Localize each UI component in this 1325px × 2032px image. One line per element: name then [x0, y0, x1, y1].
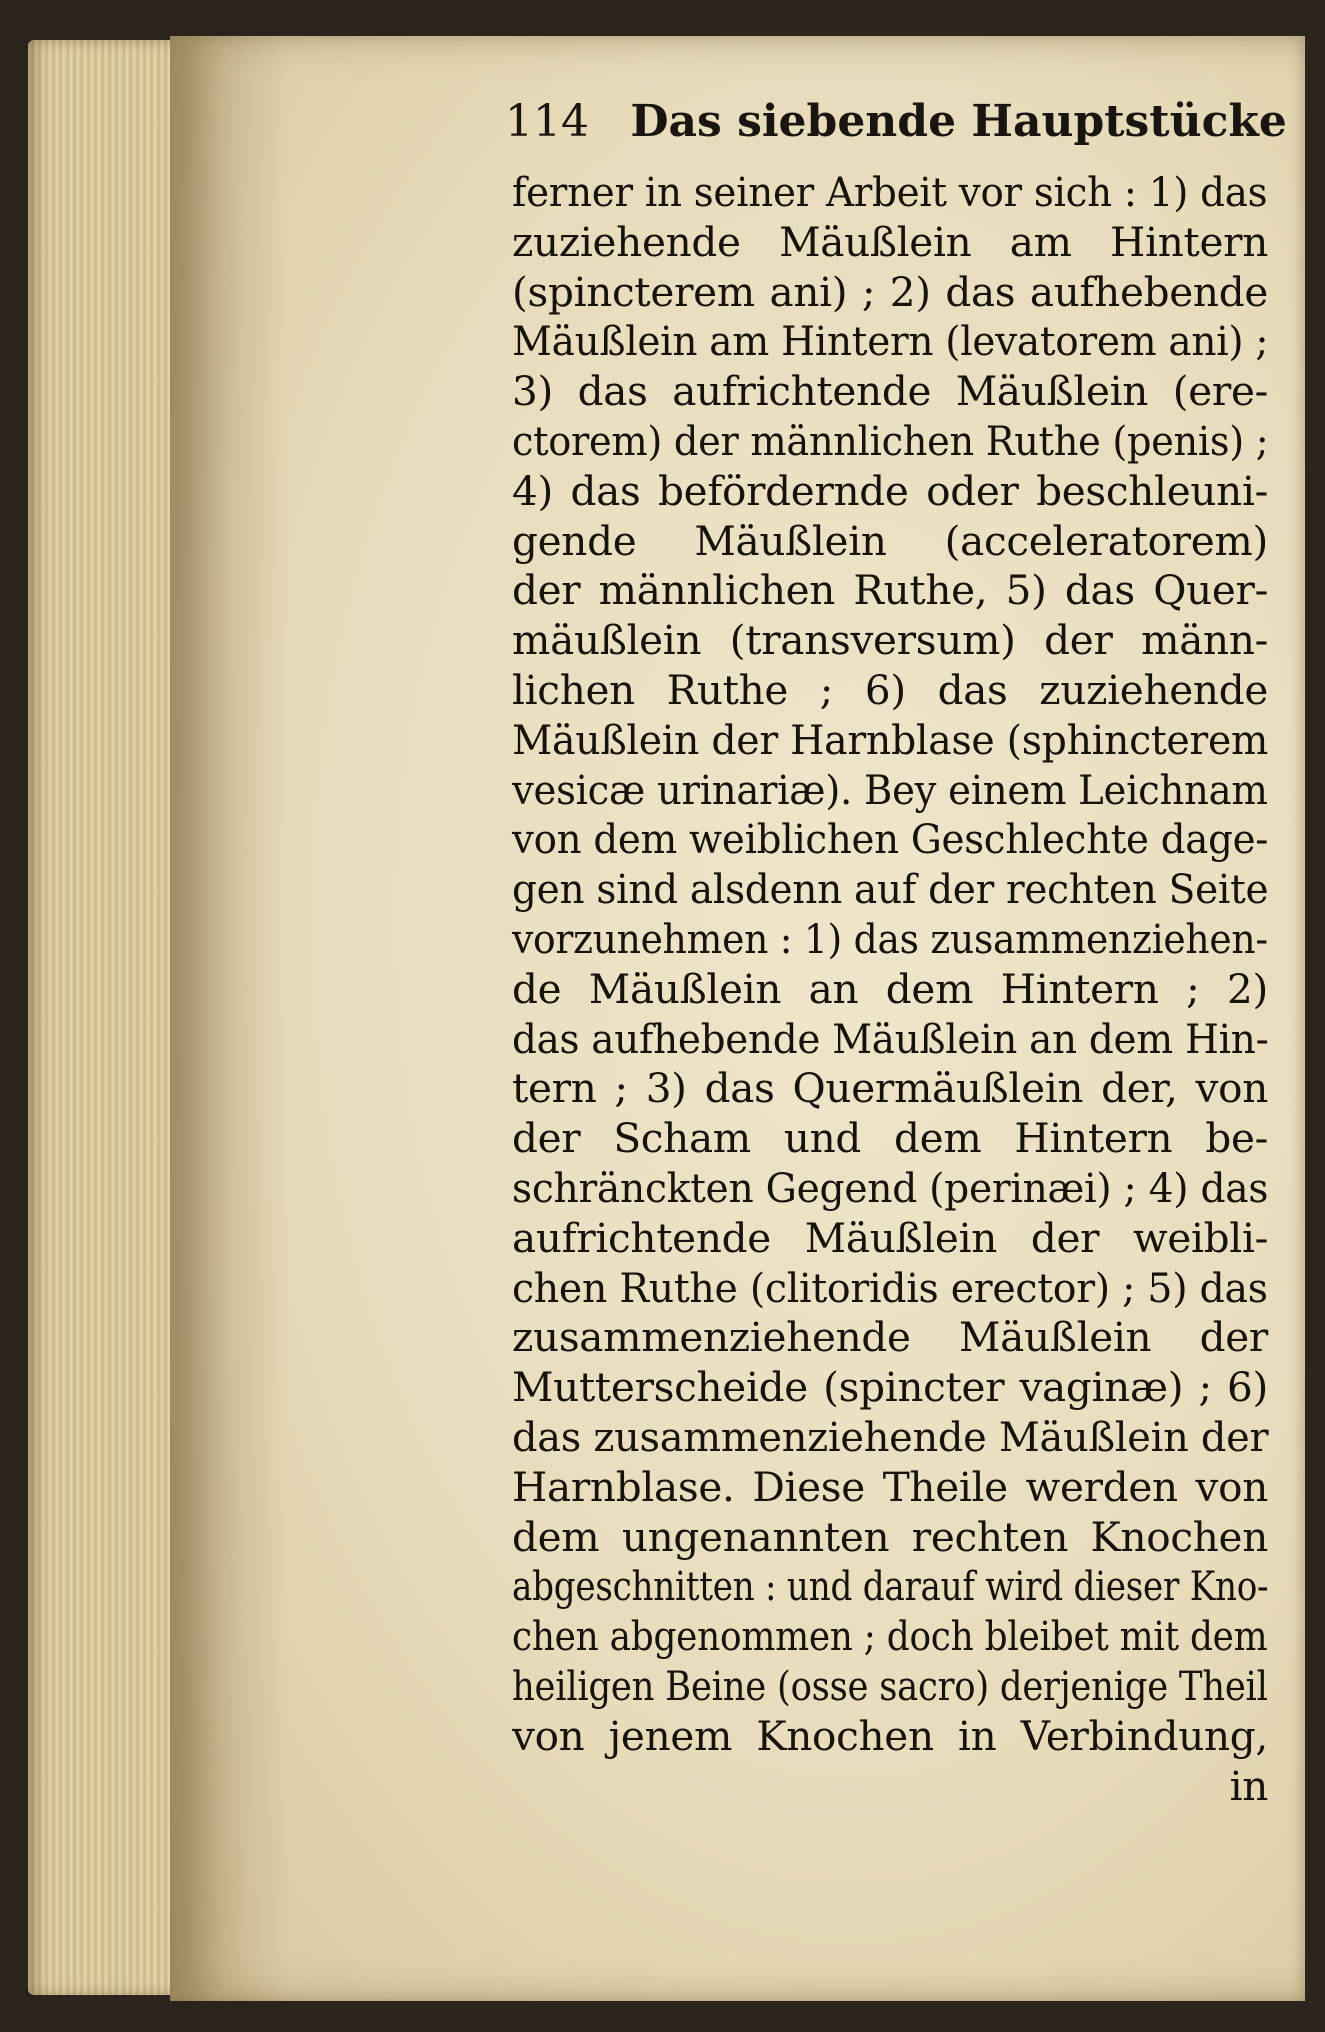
catchword: in: [1229, 1761, 1268, 1810]
text-line: vesicæ urinariæ). Bey einem Leichnam: [512, 765, 1268, 814]
text-line: das zusammenziehende Mäußlein der: [512, 1412, 1269, 1461]
text-line: von dem weiblichen Geschlechte dage-: [512, 815, 1269, 864]
text-line: gen sind alsdenn auf der rechten Seite: [512, 865, 1269, 914]
text-line: aufrichtende Mäußlein der weibli-: [512, 1213, 1268, 1262]
page-number: 114: [505, 96, 589, 147]
text-line: de Mäußlein an dem Hintern ; 2): [512, 964, 1268, 1013]
text-line: abgeschnitten : und darauf wird dieser Kno-: [512, 1562, 1269, 1611]
text-line: das aufhebende Mäußlein an dem Hin-: [512, 1014, 1269, 1063]
text-line: vorzunehmen : 1) das zusammenziehen-: [512, 914, 1268, 963]
text-line: 4) das befördernde oder beschleuni-: [512, 466, 1268, 515]
text-line: chen Ruthe (clitoridis erector) ; 5) das: [512, 1263, 1268, 1312]
text-line: gende Mäußlein (acceleratorem): [512, 516, 1268, 565]
text-line: heiligen Beine (osse sacro) derjenige Theil: [512, 1661, 1268, 1710]
text-line: Mäußlein der Harnblase (sphincterem: [512, 715, 1269, 764]
text-line: der männlichen Ruthe, 5) das Quer-: [512, 566, 1268, 615]
text-line: dem ungenannten rechten Knochen: [512, 1512, 1268, 1561]
text-line: Mäußlein am Hintern (levatorem ani) ;: [512, 317, 1269, 366]
text-line: (spincterem ani) ; 2) das aufhebende: [512, 267, 1268, 316]
text-line: schränckten Gegend (perinæi) ; 4) das: [512, 1163, 1269, 1212]
text-line: Harnblase. Diese Theile werden von: [512, 1462, 1268, 1511]
gutter-shadow: [170, 36, 290, 2001]
text-line: Mutterscheide (spincter vaginæ) ; 6): [512, 1363, 1268, 1412]
text-line: ctorem) der männlichen Ruthe (penis) ;: [512, 416, 1269, 465]
text-line: ferner in seiner Arbeit vor sich : 1) das: [512, 168, 1268, 216]
body-text: [512, 168, 1268, 1811]
text-line: von jenem Knochen in Verbindung,: [512, 1711, 1268, 1760]
text-line: 3) das aufrichtende Mäußlein (ere-: [512, 367, 1268, 416]
page-edges: [28, 40, 178, 1995]
running-title: Das siebende Hauptstücke: [630, 96, 1287, 147]
text-line: mäußlein (transversum) der männ-: [512, 616, 1268, 665]
text-line: tern ; 3) das Quermäußlein der, von: [512, 1064, 1268, 1113]
text-line: chen abgenommen ; doch bleibet mit dem: [512, 1612, 1268, 1661]
text-line: der Scham und dem Hintern be-: [512, 1114, 1268, 1163]
text-line: zusammenziehende Mäußlein der: [512, 1313, 1268, 1362]
text-line: lichen Ruthe ; 6) das zuziehende: [512, 665, 1268, 714]
text-line: zuziehende Mäußlein am Hintern: [512, 217, 1268, 266]
page-header: [505, 96, 1287, 156]
